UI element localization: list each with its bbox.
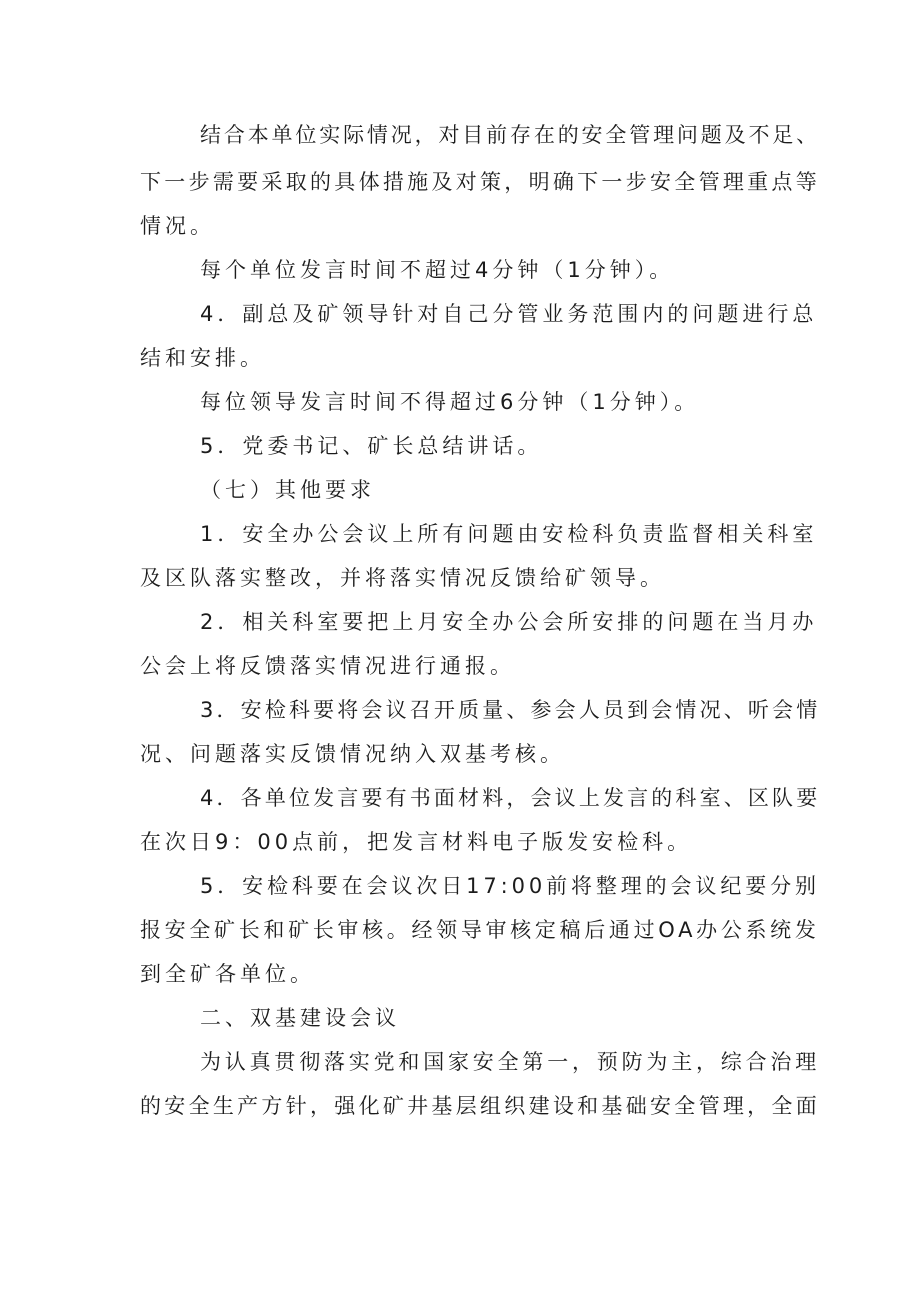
text-line: 公会上将反馈落实情况进行通报。: [140, 654, 515, 678]
text-line: 5．安检科要在会议次日17:00前将整理的会议纪要分别: [200, 874, 820, 898]
text-line: 在次日9：00点前，把发言材料电子版发安检科。: [140, 830, 693, 854]
text-line: 到全矿各单位。: [140, 962, 315, 986]
text-line: 4．各单位发言要有书面材料，会议上发言的科室、区队要: [200, 786, 821, 810]
text-line: 情况。: [140, 214, 215, 238]
text-line: 下一步需要采取的具体措施及对策，明确下一步安全管理重点等: [140, 170, 820, 194]
text-line: 结和安排。: [140, 346, 265, 370]
text-line: 3．安检科要将会议召开质量、参会人员到会情况、听会情: [200, 698, 821, 722]
text-line: 的安全生产方针，强化矿井基层组织建设和基础安全管理，全面: [140, 1094, 820, 1118]
text-line: 4．副总及矿领导针对自己分管业务范围内的问题进行总: [200, 302, 818, 326]
text-line: 每个单位发言时间不超过4分钟（1分钟）。: [200, 258, 675, 282]
text-line: 报安全矿长和矿长审核。经领导审核定稿后通过OA办公系统发: [140, 918, 820, 942]
text-line: 及区队落实整改，并将落实情况反馈给矿领导。: [140, 566, 665, 590]
text-line: 结合本单位实际情况，对目前存在的安全管理问题及不足、: [200, 123, 820, 147]
text-line: 为认真贯彻落实党和国家安全第一，预防为主，综合治理: [200, 1050, 820, 1074]
text-line: 1．安全办公会议上所有问题由安检科负责监督相关科室: [200, 522, 818, 546]
text-line: 2．相关科室要把上月安全办公会所安排的问题在当月办: [200, 610, 818, 634]
section-heading: （七）其他要求: [200, 478, 375, 502]
text-line: 5．党委书记、矿长总结讲话。: [200, 434, 543, 458]
section-heading: 二、双基建设会议: [200, 1006, 400, 1030]
text-line: 每位领导发言时间不得超过6分钟（1分钟）。: [200, 390, 700, 414]
text-line: 况、问题落实反馈情况纳入双基考核。: [140, 742, 565, 766]
